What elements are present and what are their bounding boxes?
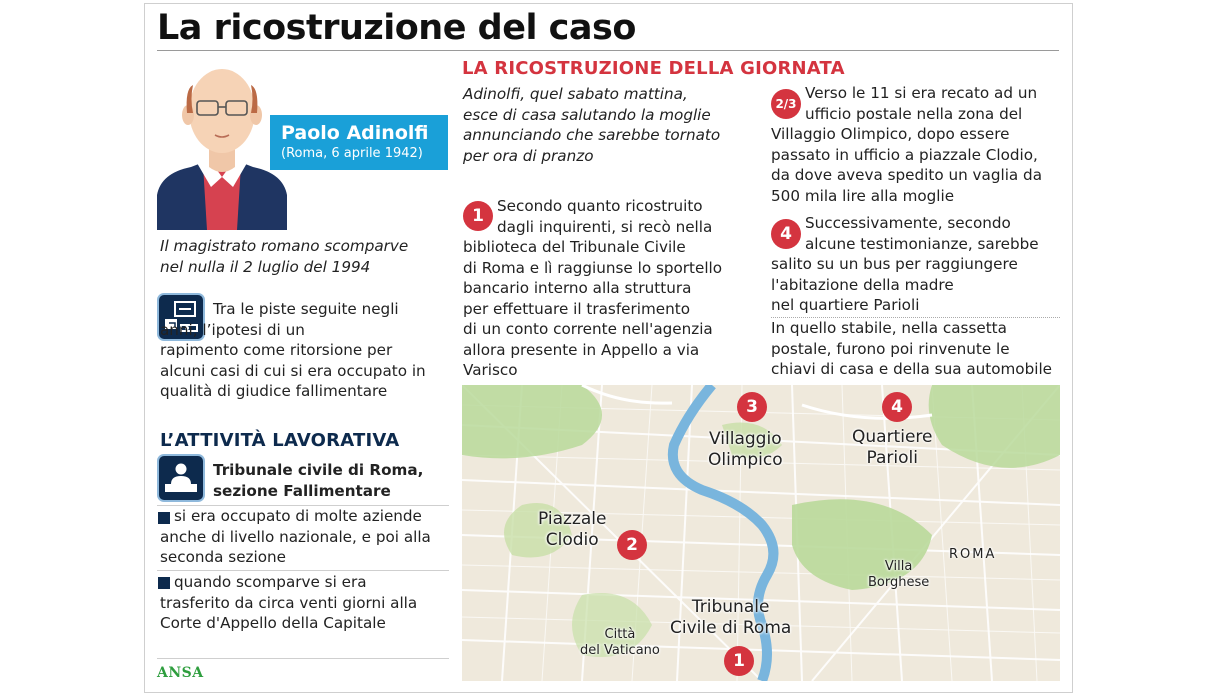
- step-1-lead: Secondo quanto ricostruito dagli inquirenti, si recò nella: [497, 197, 713, 236]
- step-4-lead: Successivamente, secondo alcune testimonianze, sarebbe: [805, 214, 1039, 253]
- map-label-tribunale: Tribunale Civile di Roma: [670, 597, 792, 638]
- court-icon: [157, 454, 205, 502]
- step-2-3-badge: 2/3: [771, 89, 801, 119]
- step-1-badge: 1: [463, 201, 493, 231]
- step-2-3-text: Villaggio Olimpico, dopo essere passato in ufficio a piazzale Clodio, da dove aveva spedito un vaglia da 500 mila lire alla moglie: [771, 125, 1042, 205]
- person-caption: Il magistrato romano scomparve nel nulla il 2 luglio del 1994: [160, 237, 409, 276]
- name-badge: [270, 115, 448, 170]
- divider: [157, 570, 449, 571]
- divider: [157, 658, 449, 659]
- map-label-villa-borghese: Villa Borghese: [868, 559, 930, 590]
- title-divider: [157, 50, 1059, 51]
- work-bullet-2: quando scomparve si era trasferito da circa venti giorni alla Corte d'Appello della Capitale: [160, 573, 418, 632]
- work-heading: L’ATTIVITÀ LAVORATIVA: [160, 430, 400, 451]
- step-1-text: biblioteca del Tribunale Civile di Roma e lì raggiunse lo sportello bancario interno alla struttura per effettuare il trasferimento di un conto corrente nell'agenzia allora presente in Appello a via Varisco: [463, 238, 723, 379]
- map-marker-1: 1: [724, 646, 754, 676]
- ansa-logo: ANSA: [157, 665, 204, 681]
- rome-map: [462, 385, 1060, 681]
- work-bullet-1: si era occupato di molte aziende anche di livello nazionale, e poi alla seconda sezione: [160, 507, 431, 566]
- map-label-parioli: Quartiere Parioli: [852, 427, 933, 468]
- map-label-roma: ROMA: [949, 547, 997, 562]
- final-note: In quello stabile, nella cassetta postale, furono poi rinvenute le chiavi di casa e della sua automobile: [771, 319, 1053, 378]
- step-4-text: salito su un bus per raggiungere l'abitazione della madre nel quartiere Parioli: [771, 255, 1018, 314]
- map-marker-4: 4: [882, 392, 912, 422]
- portrait-illustration: [157, 55, 287, 230]
- step-2-3-lead: Verso le 11 si era recato ad un ufficio postale nella zona del: [805, 84, 1038, 123]
- page-title: La ricostruzione del caso: [157, 8, 636, 48]
- map-label-villaggio-olimpico: Villaggio Olimpico: [708, 429, 783, 470]
- day-intro: Adinolfi, quel sabato mattina, esce di casa salutando la moglie annunciando che sarebbe tornato per ora di pranzo: [463, 85, 721, 165]
- theory-text: Tra le piste seguite negli anni, l’ipotesi di un rapimento come ritorsione per alcuni casi di cui si era occupato in qualità di giudice fallimentare: [160, 300, 426, 400]
- step-4-badge: 4: [771, 219, 801, 249]
- office-label: Tribunale civile di Roma, sezione Fallimentare: [213, 461, 424, 500]
- person-birth: (Roma, 6 aprile 1942): [281, 146, 423, 161]
- map-label-piazzale-clodio: Piazzale Clodio: [538, 509, 607, 550]
- map-marker-3: 3: [737, 392, 767, 422]
- map-marker-2: 2: [617, 530, 647, 560]
- person-name: Paolo Adinolfi: [281, 122, 429, 144]
- map-label-vaticano: Città del Vaticano: [580, 627, 660, 658]
- day-heading: LA RICOSTRUZIONE DELLA GIORNATA: [462, 58, 845, 79]
